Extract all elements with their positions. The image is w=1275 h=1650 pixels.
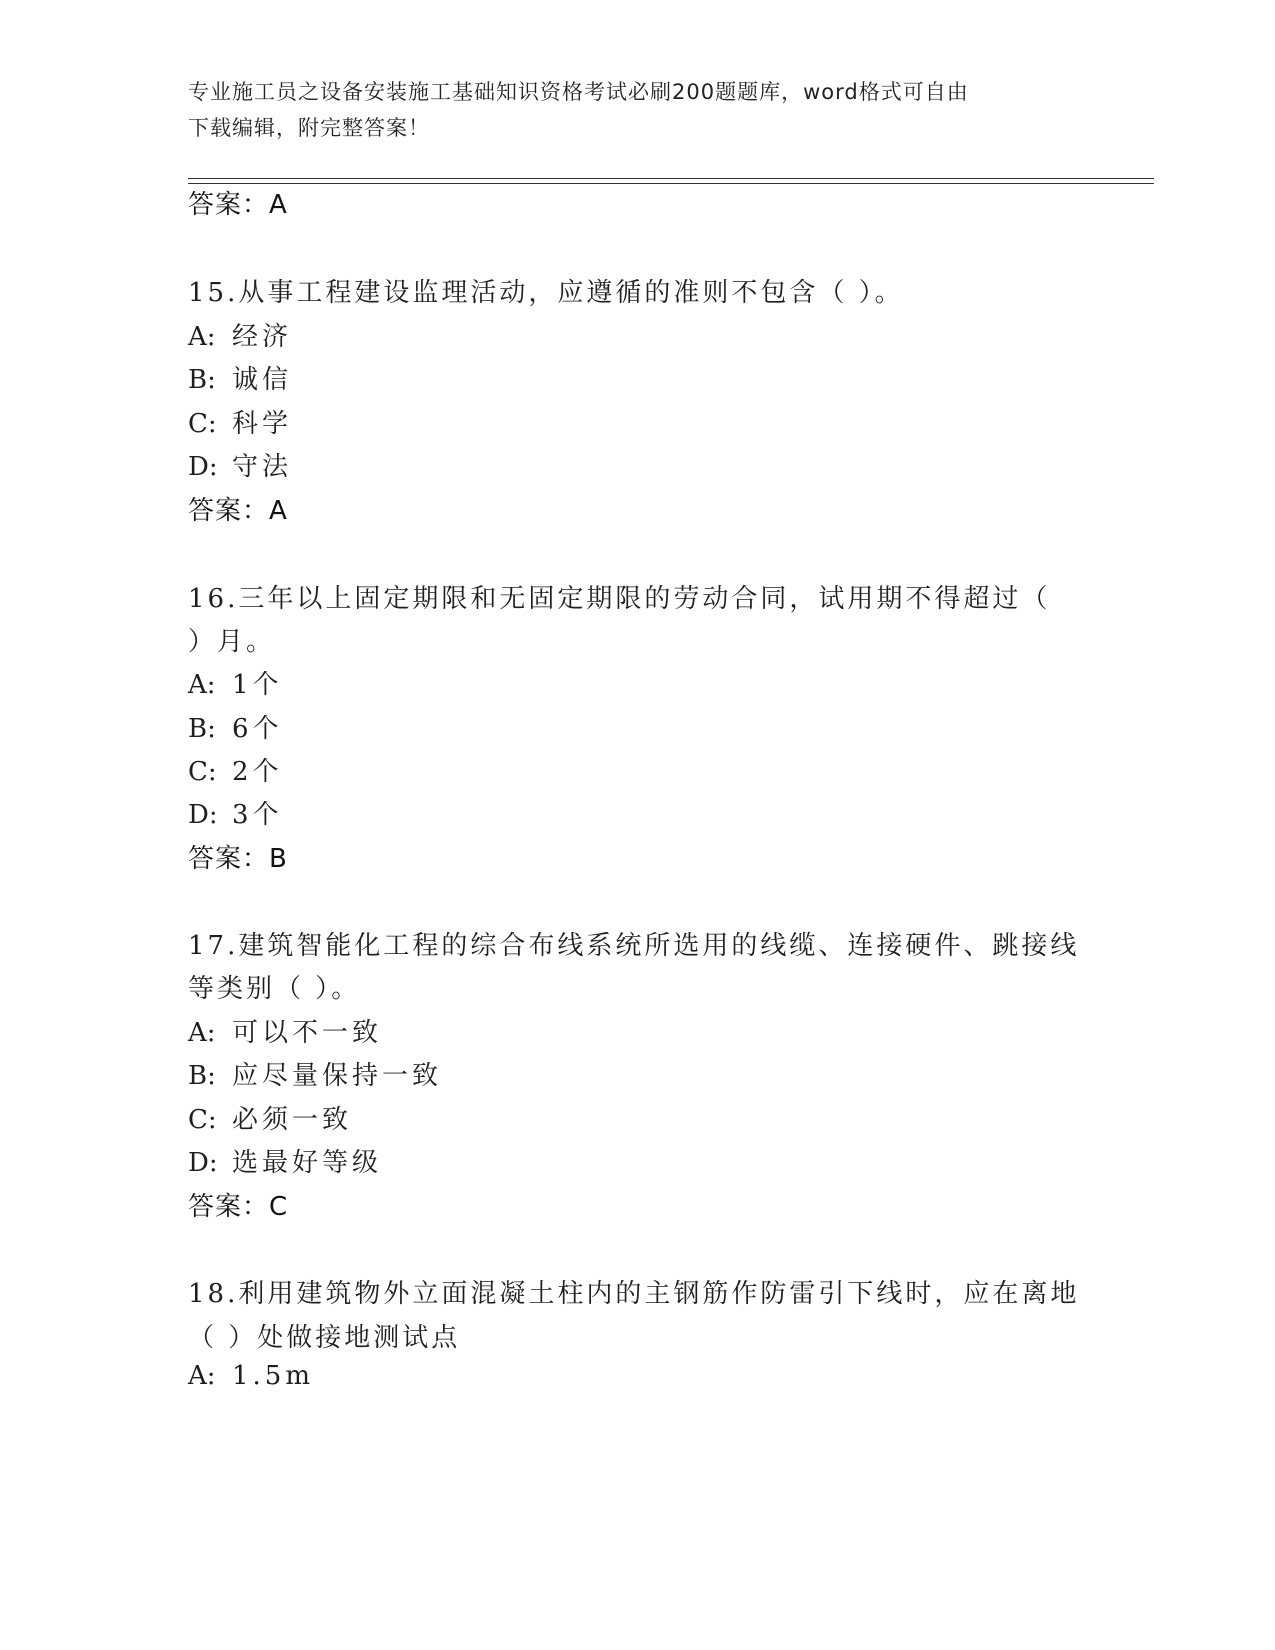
option-label: A: — [188, 1018, 216, 1048]
answer-q15: 答案：A — [188, 496, 288, 526]
option-label: C: — [188, 1105, 217, 1135]
option-text: 6个 — [232, 714, 283, 744]
option-label: A: — [188, 1361, 216, 1391]
option-label: C: — [188, 757, 217, 787]
option-text: 应尽量保持一致 — [232, 1061, 443, 1091]
option-text: 2个 — [232, 757, 283, 787]
option-text: 1个 — [232, 670, 283, 700]
option-label: D: — [188, 800, 218, 830]
question-17-option-b — [188, 1055, 442, 1092]
question-18-stem-line-1: 18.利用建筑物外立面混凝土柱内的主钢筋作防雷引下线时，应在离地 — [188, 1279, 1080, 1309]
question-15-stem: 15.从事工程建设监理活动，应遵循的准则不包含（ ）。 — [188, 278, 904, 308]
option-label: D: — [188, 452, 218, 482]
question-18-option-a — [188, 1361, 314, 1391]
question-15-option-d — [188, 446, 292, 483]
header-line-2: 下载编辑，附完整答案！ — [188, 116, 430, 140]
question-17-option-a — [188, 1012, 382, 1049]
answer-q16: 答案：B — [188, 844, 288, 874]
header-line-1: 专业施工员之设备安装施工基础知识资格考试必刷200题题库，word格式可自由 — [188, 80, 969, 104]
question-16-option-d — [188, 794, 283, 831]
question-16-stem-line-2: ）月。 — [188, 627, 276, 657]
option-text: 选最好等级 — [232, 1148, 383, 1178]
question-16-stem-line-1: 16.三年以上固定期限和无固定期限的劳动合同，试用期不得超过（ — [188, 584, 1051, 614]
option-label: A: — [188, 670, 216, 700]
question-18-stem-line-2: （ ）处做接地测试点 — [188, 1323, 461, 1353]
header-divider — [188, 178, 1154, 179]
option-label: C: — [188, 409, 217, 439]
question-15-option-c — [188, 403, 292, 440]
option-text: 守法 — [232, 452, 293, 482]
option-label: B: — [188, 714, 216, 744]
option-text: 可以不一致 — [232, 1018, 383, 1048]
question-17-option-c — [188, 1099, 352, 1136]
question-17-stem-line-1: 17.建筑智能化工程的综合布线系统所选用的线缆、连接硬件、跳接线 — [188, 931, 1080, 961]
option-text: 科学 — [232, 409, 293, 439]
question-16-option-c — [188, 751, 283, 788]
option-text: 经济 — [232, 322, 293, 352]
answer-q17: 答案：C — [188, 1192, 289, 1222]
option-text: 3个 — [232, 800, 283, 830]
option-label: A: — [188, 322, 216, 352]
option-text: 必须一致 — [232, 1105, 353, 1135]
question-15-option-a — [188, 316, 292, 353]
option-label: B: — [188, 1061, 216, 1091]
option-label: D: — [188, 1148, 218, 1178]
option-text: 诚信 — [232, 365, 293, 395]
question-16-option-b — [188, 708, 283, 745]
question-16-option-a — [188, 664, 283, 701]
question-17-option-d — [188, 1142, 382, 1179]
answer-q14: 答案：A — [188, 190, 288, 220]
document-header — [188, 74, 1088, 146]
question-15-option-b — [188, 359, 292, 396]
option-text: 1.5m — [232, 1361, 315, 1391]
option-label: B: — [188, 365, 216, 395]
question-17-stem-line-2: 等类别（ ）。 — [188, 974, 361, 1004]
header-divider-double — [188, 183, 1154, 184]
